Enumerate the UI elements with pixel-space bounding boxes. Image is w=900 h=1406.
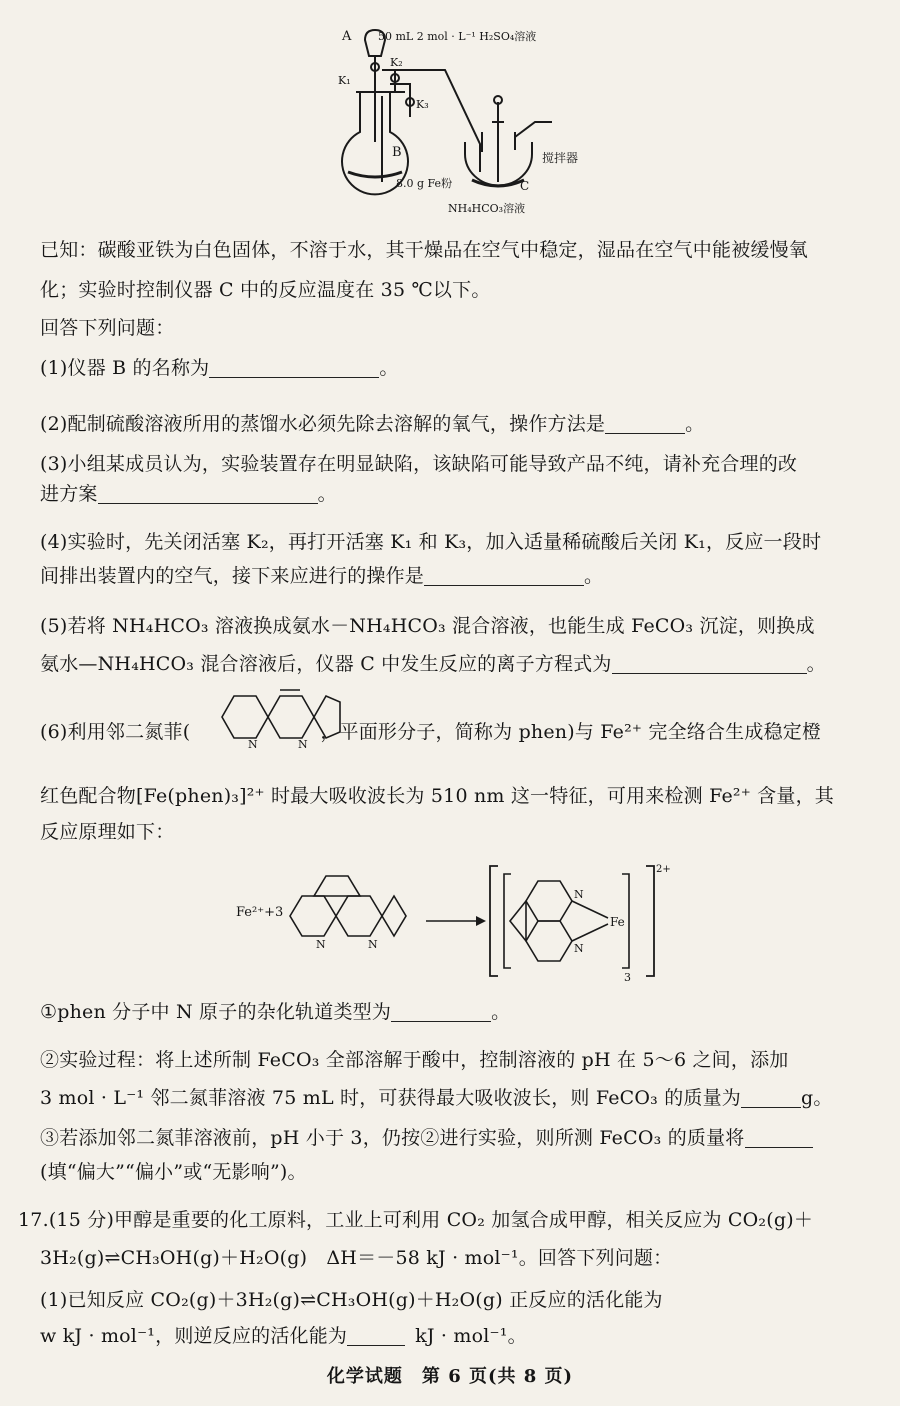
- subscript-3: 3: [624, 971, 631, 984]
- page-footer: 化学试题 第 6 页(共 8 页): [326, 1366, 574, 1387]
- problem-17-q1-cont: w kJ · mol⁻¹，则逆反应的活化能为 kJ · mol⁻¹。: [40, 1325, 527, 1347]
- complex-phen: [510, 881, 608, 961]
- label-B: B: [392, 145, 402, 160]
- answer-blank[interactable]: [391, 1001, 491, 1022]
- label-K1: K₁: [338, 74, 351, 87]
- answer-blank[interactable]: [98, 483, 318, 504]
- svg-text:N: N: [574, 888, 584, 901]
- problem-17-q1: (1)已知反应 CO₂(g)＋3H₂(g)⇌CH₃OH(g)＋H₂O(g) 正反应的活化能为: [40, 1289, 663, 1311]
- charge-label: 2+: [656, 864, 671, 875]
- phen-structure-inline: [212, 682, 348, 752]
- question-5: (5)若将 NH₄HCO₃ 溶液换成氨水－NH₄HCO₃ 混合溶液，也能生成 FeCO₃ 沉淀，则换成: [40, 615, 815, 637]
- question-3-cont: 进方案 。: [40, 483, 337, 505]
- text-line: 回答下列问题：: [40, 317, 175, 339]
- svg-text:N: N: [574, 942, 584, 955]
- phen-structure: [290, 876, 406, 936]
- fe-label: Fe: [610, 915, 625, 929]
- sub-question-2-cont: 3 mol · L⁻¹ 邻二氮菲溶液 75 mL 时，可获得最大吸收波长，则 FeCO₃ 的质量为 g。: [40, 1087, 833, 1109]
- question-4-cont: 间排出装置内的空气，接下来应进行的操作是 。: [40, 565, 604, 587]
- question-6: (6)利用邻二氮菲( ，平面形分子，简称为 phen)与 Fe²⁺ 完全络合生成稳定橙: [40, 721, 822, 743]
- question-5-cont: 氨水—NH₄HCO₃ 混合溶液后，仪器 C 中发生反应的离子方程式为 。: [40, 653, 826, 675]
- svg-text:N: N: [316, 938, 326, 951]
- sub-question-3: ③若添加邻二氮菲溶液前，pH 小于 3，仍按②进行实验，则所测 FeCO₃ 的质量将: [40, 1124, 876, 1152]
- sub-question-3-cont: (填“偏大”“偏小”或“无影响”)。: [40, 1161, 307, 1183]
- outer-bracket-right: [646, 866, 654, 976]
- question-2: (2)配制硫酸溶液所用的蒸馏水必须先除去溶解的氧气，操作方法是 。: [40, 413, 705, 435]
- label-A: A: [342, 29, 352, 44]
- question-3: (3)小组某成员认为，实验装置存在明显缺陷，该缺陷可能导致产品不纯，请补充合理的改: [40, 453, 798, 475]
- problem-17-cont: 3H₂(g)⇌CH₃OH(g)＋H₂O(g) ΔH＝－58 kJ · mol⁻¹。回答下列问题：: [40, 1247, 673, 1269]
- answer-blank[interactable]: [209, 357, 379, 378]
- sub-question-2: ②实验过程：将上述所制 FeCO₃ 全部溶解于酸中，控制溶液的 pH 在 5～6 之间，添加: [40, 1049, 789, 1071]
- reactant-label: Fe²⁺+3: [236, 905, 284, 920]
- answer-blank[interactable]: [741, 1087, 801, 1108]
- reaction-scheme: [236, 856, 696, 986]
- apparatus-diagram: [320, 22, 620, 217]
- label-acid: 50 mL 2 mol · L⁻¹ H₂SO₄溶液: [378, 30, 537, 43]
- answer-blank[interactable]: [605, 413, 685, 434]
- answer-blank[interactable]: [347, 1325, 405, 1346]
- outer-bracket-left: [490, 866, 498, 976]
- answer-blank[interactable]: [424, 565, 584, 586]
- answer-blank[interactable]: [612, 653, 807, 674]
- question-6-cont2: 反应原理如下：: [40, 821, 175, 843]
- sub-question-1: ①phen 分子中 N 原子的杂化轨道类型为 。: [40, 1001, 511, 1023]
- N-label: N: [248, 738, 258, 751]
- problem-17: 17.(15 分)甲醇是重要的化工原料，工业上可利用 CO₂ 加氢合成甲醇，相关反应为 CO₂(g)＋: [18, 1209, 814, 1231]
- label-K3: K₃: [416, 98, 429, 111]
- svg-text:N: N: [368, 938, 378, 951]
- question-6-cont: 红色配合物[Fe(phen)₃]²⁺ 时最大吸收波长为 510 nm 这一特征，可用来检测 Fe²⁺ 含量，其: [40, 785, 834, 807]
- label-nh4hco3: NH₄HCO₃溶液: [448, 202, 526, 215]
- label-fe: 8.0 g Fe粉: [396, 177, 453, 190]
- label-C: C: [520, 179, 530, 193]
- text-line: 已知：碳酸亚铁为白色固体，不溶于水，其干燥品在空气中稳定，湿品在空气中能被缓慢氧: [40, 239, 809, 261]
- label-stirrer: 搅拌器: [542, 151, 579, 165]
- question-1: (1)仪器 B 的名称为 。: [40, 357, 399, 379]
- answer-blank[interactable]: [745, 1127, 813, 1148]
- N-label: N: [298, 738, 308, 751]
- text-line: 化；实验时控制仪器 C 中的反应温度在 35 ℃以下。: [40, 279, 491, 301]
- label-K2: K₂: [390, 56, 403, 69]
- question-4: (4)实验时，先关闭活塞 K₂，再打开活塞 K₁ 和 K₃，加入适量稀硫酸后关闭 K₁，反应一段时: [40, 531, 822, 553]
